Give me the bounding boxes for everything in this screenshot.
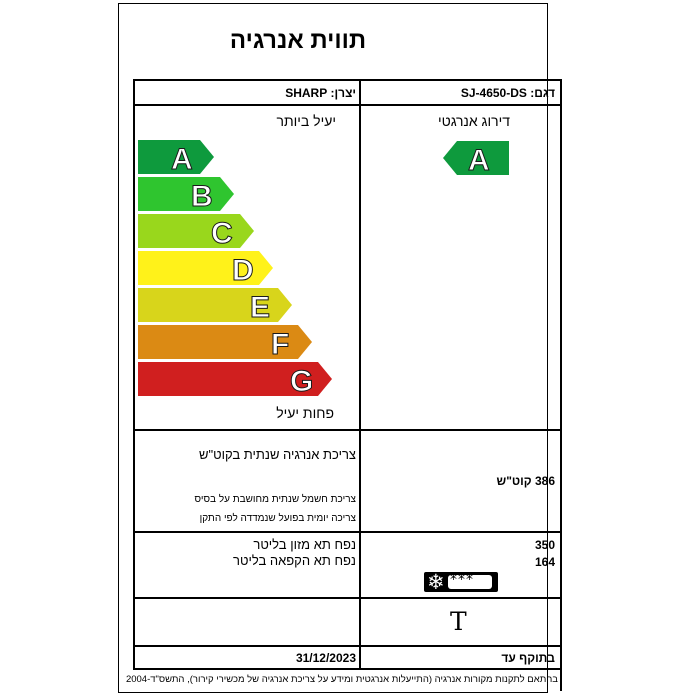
- energy-class-letter-d: D: [232, 254, 254, 287]
- validity-label: בתוקף עד: [501, 651, 555, 665]
- validity-date: 31/12/2023: [295, 651, 356, 665]
- row-divider: [133, 597, 562, 599]
- snowflake-icon: ❄: [427, 570, 445, 594]
- row-divider: [133, 668, 562, 670]
- energy-class-letter-f: F: [271, 328, 290, 361]
- energy-class-letter-a: A: [171, 143, 193, 176]
- scale-top-text: יעיל ביותר: [276, 113, 336, 129]
- rating-letter: A: [468, 144, 490, 177]
- consumption-note-2: צריכה יומית בפועל שנמדדה לפי התקן: [199, 513, 356, 524]
- page-title: תווית אנרגיה: [229, 27, 367, 54]
- freezer-stars: ***: [450, 572, 474, 588]
- row-divider: [133, 645, 562, 647]
- manufacturer-label: יצרן: SHARP: [285, 86, 356, 100]
- model-label: דגם: SJ-4650-DS: [460, 86, 555, 100]
- fresh-volume-value: 350: [534, 538, 555, 552]
- energy-class-arrow-d: [138, 251, 276, 285]
- regulation-footer: בהתאם לתקנות מקורות אנרגיה (התייעלות אנרגטית ומידע על צריכת אנרגיה של מכשירי קירור), התשס"ד-2004: [125, 674, 558, 685]
- energy-class-arrow-b: [138, 177, 238, 211]
- energy-class-arrow-e: [138, 288, 296, 322]
- energy-class-letter-c: C: [211, 217, 233, 250]
- freezer-star-box: [448, 572, 492, 589]
- scale-bottom-text: פחות יעיל: [276, 405, 334, 421]
- energy-class-letter-g: G: [290, 365, 314, 398]
- energy-class-letter-e: E: [250, 291, 271, 324]
- energy-class-arrow-g: [138, 362, 336, 396]
- energy-class-arrow-a: [138, 140, 218, 174]
- climate-class-symbol: T: [450, 607, 467, 636]
- freezer-volume-value: 164: [534, 555, 555, 569]
- row-divider: [133, 429, 562, 431]
- energy-class-arrow-f: [138, 325, 316, 359]
- rating-arrow: [443, 141, 511, 175]
- energy-class-letter-b: B: [191, 180, 213, 213]
- freezer-volume-label: נפח תא הקפאה בליטר: [233, 553, 356, 568]
- consumption-note-1: צריכת חשמל שנתית מחושבת על בסיס: [194, 494, 356, 505]
- energy-class-arrow-c-shape: [138, 214, 254, 248]
- consumption-heading: צריכת אנרגיה שנתית בקוט"ש: [199, 447, 356, 462]
- rating-heading: דירוג אנרגטי: [437, 113, 510, 129]
- fresh-volume-label: נפח תא מזון בליטר: [253, 537, 356, 552]
- energy-class-arrow-c: [138, 214, 258, 248]
- table-border-top: [133, 79, 562, 81]
- freezer-star-rating: [424, 572, 498, 592]
- energy-class-arrow-b-shape: [138, 177, 234, 211]
- row-divider: [133, 104, 562, 106]
- consumption-value: 386 קוט"ש: [496, 474, 555, 488]
- table-border-right: [560, 79, 562, 691]
- row-divider: [133, 531, 562, 533]
- table-divider-vertical: [359, 79, 361, 669]
- table-border-left: [133, 79, 135, 669]
